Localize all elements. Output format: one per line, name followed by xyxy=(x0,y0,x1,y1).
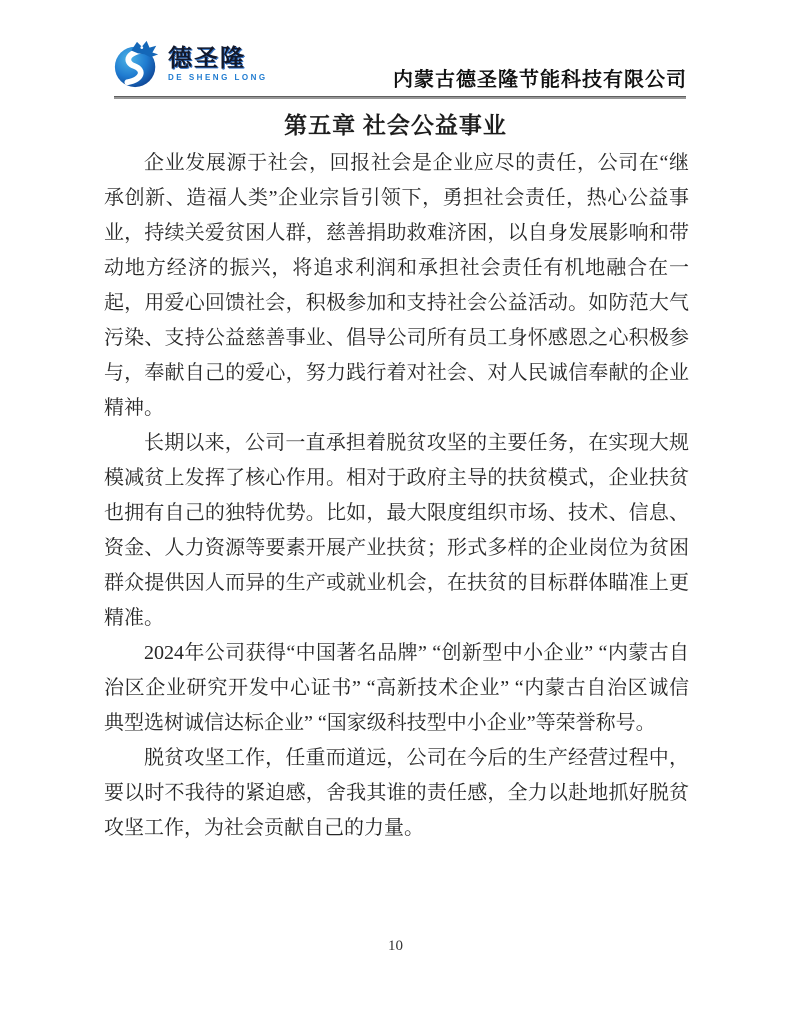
paragraph-1: 企业发展源于社会，回报社会是企业应尽的责任，公司在“继承创新、造福人类”企业宗旨引领下，勇担社会责任，热心公益事业，持续关爱贫困人群，慈善捐助救难济困，以自身发展影响和带动地方经济的振兴，将追求利润和承担社会责任有机地融合在一起，用爱心回馈社会，积极参加和支持社会公益活动。如防范大气污染、支持公益慈善事业、倡导公司所有员工身怀感恩之心积极参与，奉献自己的爱心，努力践行着对社会、对人民诚信奉献的企业精神。 xyxy=(104,152,689,419)
logo-name-en: DE SHENG LONG xyxy=(168,72,268,82)
logo-name-cn: 德圣隆 xyxy=(168,44,246,72)
logo-text xyxy=(168,44,268,82)
company-logo xyxy=(112,39,268,89)
page-number: 10 xyxy=(388,938,403,954)
paragraph-4: 脱贫攻坚工作，任重而道远，公司在今后的生产经营过程中，要以时不我待的紧迫感，舍我其谁的责任感，全力以赴地抓好脱贫攻坚工作，为社会贡献自己的力量。 xyxy=(104,747,689,839)
paragraph-3: 2024年公司获得“中国著名品牌” “创新型中小企业” “内蒙古自治区企业研究开发中心证书” “高新技术企业” “内蒙古自治区诚信典型选树诚信达标企业” “国家级科技型中小企业”等荣誉称号。 xyxy=(104,642,689,734)
header-divider xyxy=(114,96,686,99)
dragon-logo-icon xyxy=(112,39,162,89)
chapter-title: 第五章 社会公益事业 xyxy=(284,113,507,138)
paragraph-2: 长期以来，公司一直承担着脱贫攻坚的主要任务，在实现大规模减贫上发挥了核心作用。相对于政府主导的扶贫模式，企业扶贫也拥有自己的独特优势。比如，最大限度组织市场、技术、信息、资金、人力资源等要素开展产业扶贫；形式多样的企业岗位为贫困群众提供因人而异的生产或就业机会，在扶贫的目标群体瞄准上更精准。 xyxy=(104,432,689,629)
body-text xyxy=(104,146,689,846)
header-company-name: 内蒙古德圣隆节能科技有限公司 xyxy=(393,69,687,91)
